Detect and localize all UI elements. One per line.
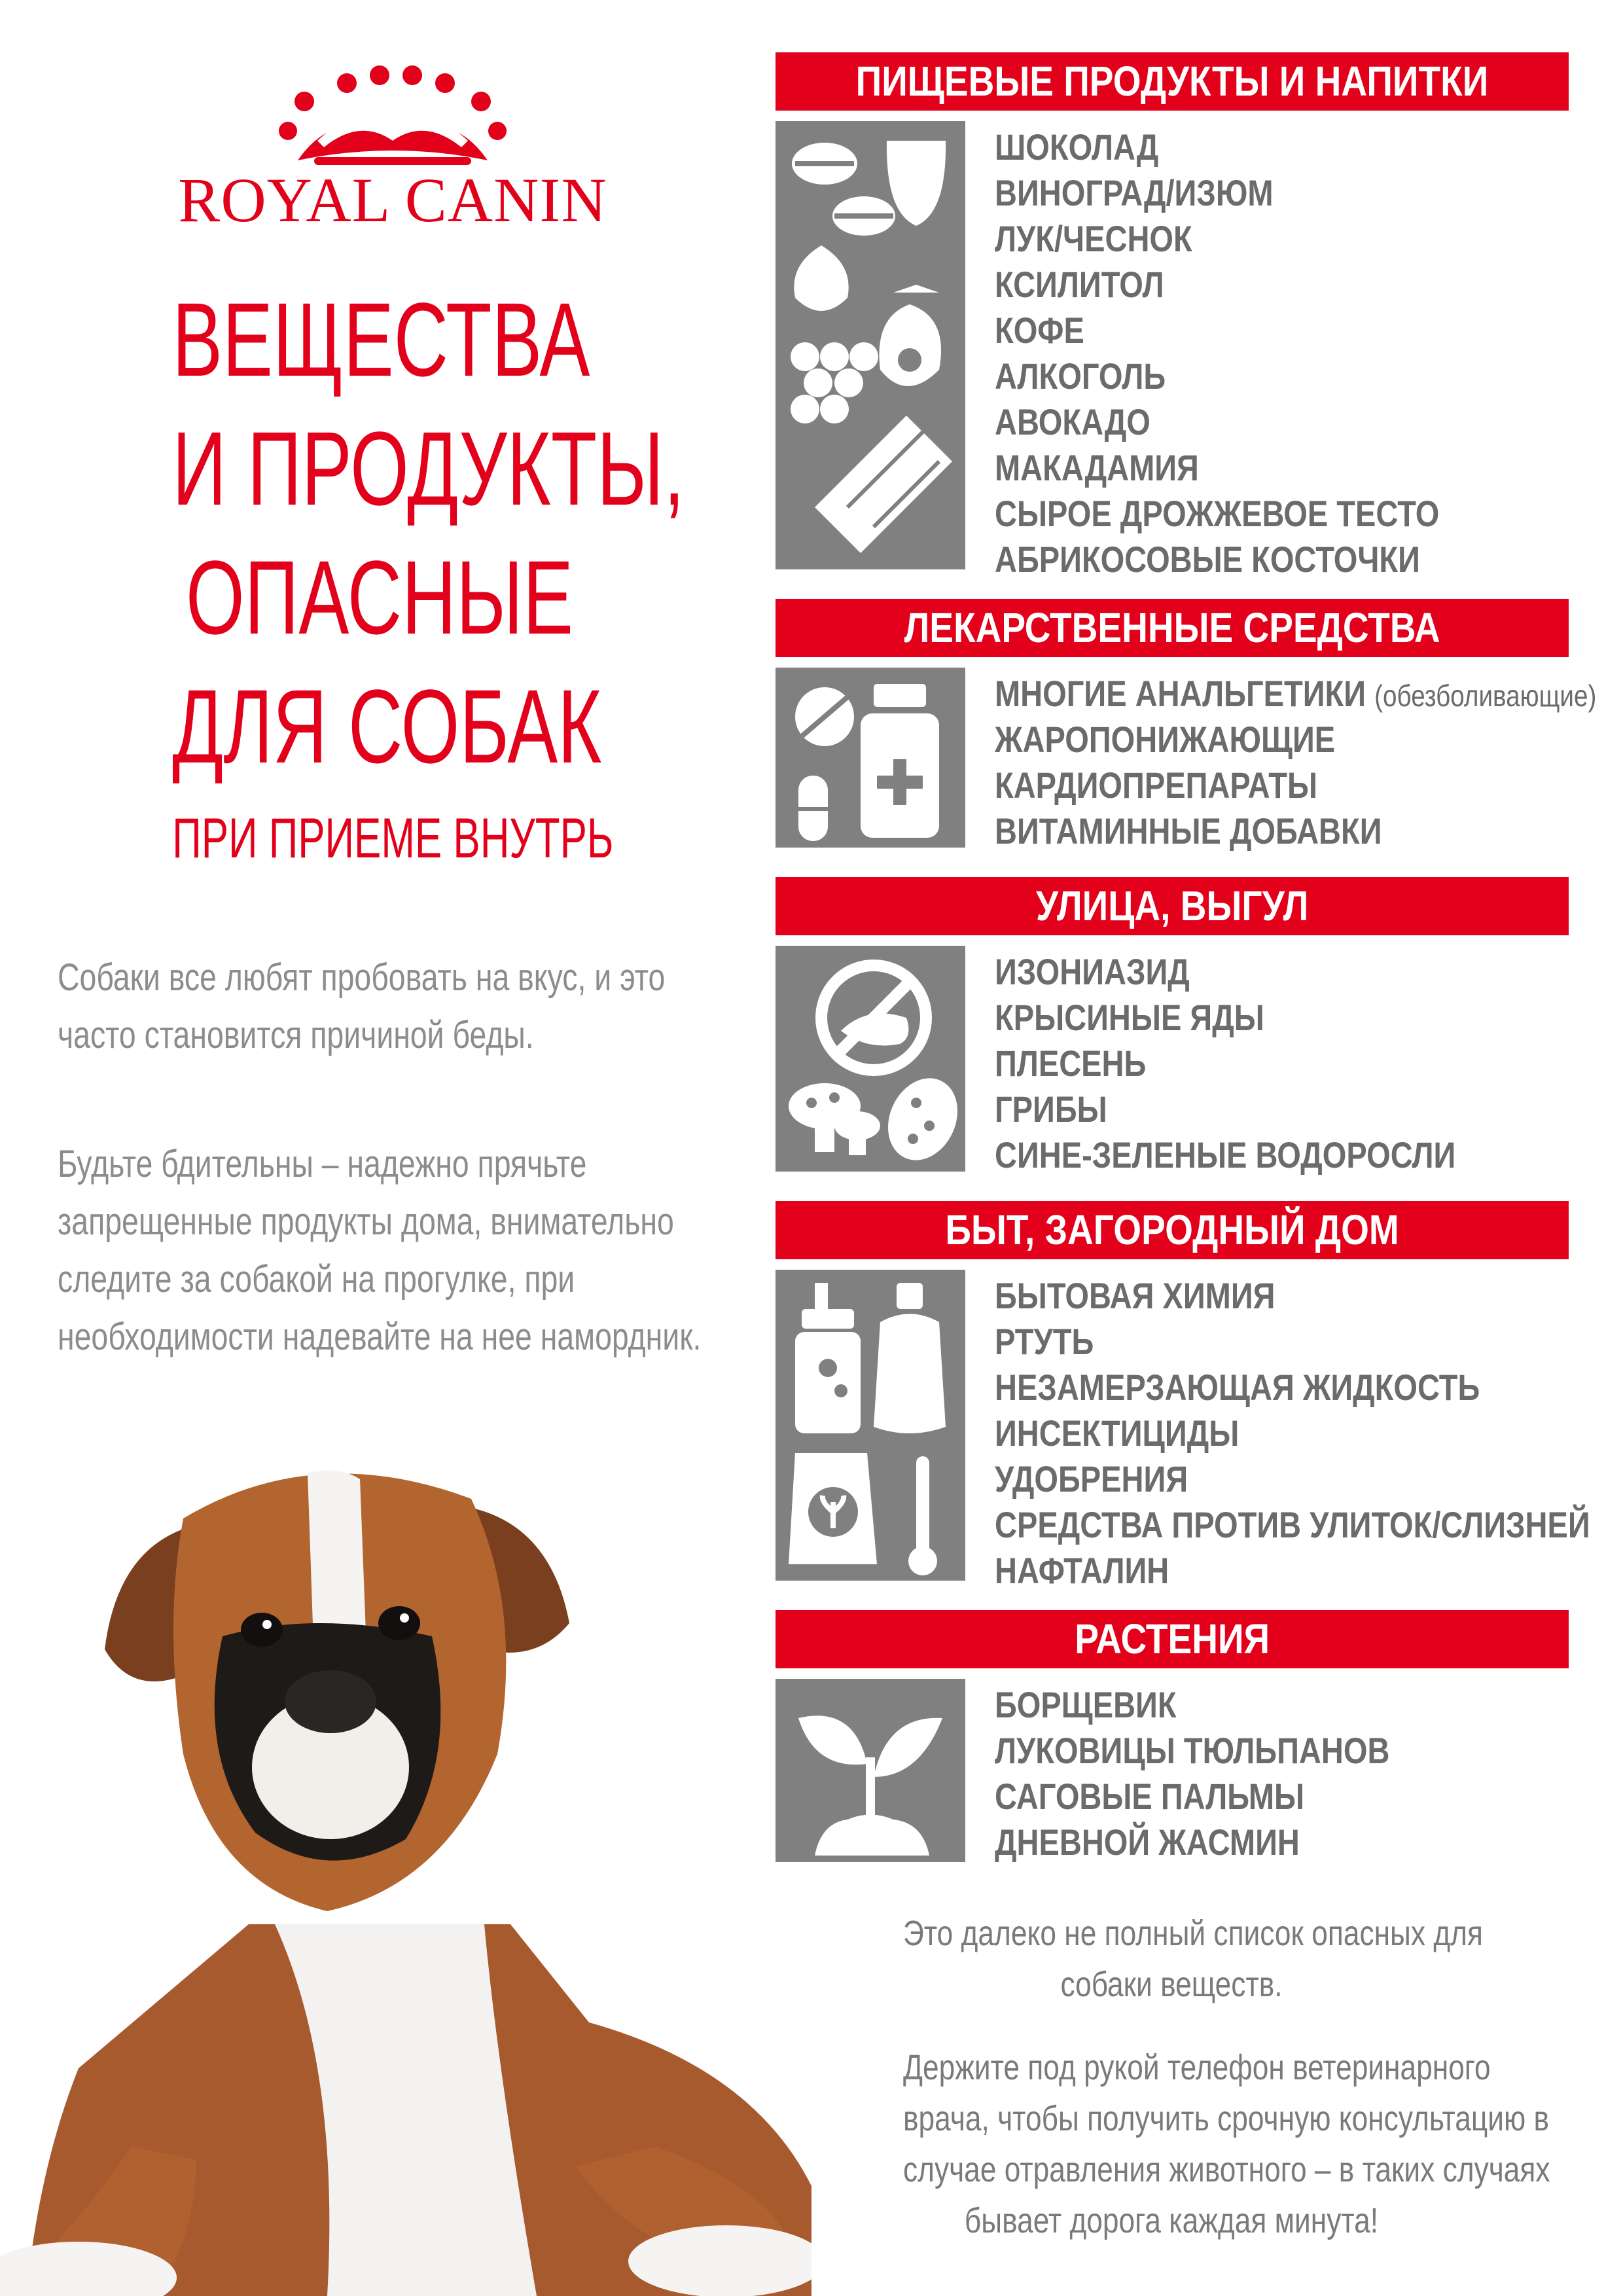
title-line: ОПАСНЫЕ: [186, 539, 573, 656]
section-title: УЛИЦА, ВЫГУЛ: [1035, 882, 1309, 929]
section-title: БЫТ, ЗАГОРОДНЫЙ ДОМ: [945, 1206, 1399, 1253]
footer-line: Это далеко не полный список опасных для: [903, 1914, 1483, 1953]
section-header-outdoor: [776, 877, 1569, 935]
footer-note: [844, 1908, 1499, 2010]
medicine-icons-graphic: [776, 668, 965, 848]
food-list: [995, 124, 1571, 583]
list-item-note: (обезболивающие): [1374, 679, 1597, 713]
intro-line: следите за собакой на прогулке, при: [58, 1258, 575, 1300]
list-item: КАРДИОПРЕПАРАТЫ: [995, 764, 1318, 806]
footer-line: бывает дорога каждая минута!: [964, 2201, 1379, 2240]
intro-line: часто становится причиной беды.: [58, 1014, 534, 1056]
section-header-medicine: [776, 599, 1569, 657]
intro-paragraph-2: [58, 1136, 702, 1366]
intro-line: необходимости надевайте на нее намордник.: [58, 1316, 702, 1358]
list-item: [995, 671, 1597, 717]
outdoor-icons: [776, 946, 965, 1172]
section-title: ПИЩЕВЫЕ ПРОДУКТЫ И НАПИТКИ: [855, 58, 1489, 105]
list-item: ГРИБЫ: [995, 1088, 1107, 1130]
medicine-list: [995, 671, 1597, 854]
page-title: [92, 275, 685, 874]
list-item: БЫТОВАЯ ХИМИЯ: [995, 1275, 1275, 1316]
list-item: СРЕДСТВА ПРОТИВ УЛИТОК/СЛИЗНЕЙ: [995, 1504, 1590, 1545]
footer-line: врача, чтобы получить срочную консультацию в: [903, 2099, 1549, 2138]
list-item: ЛУКОВИЦЫ ТЮЛЬПАНОВ: [995, 1730, 1390, 1771]
list-item: АБРИКОСОВЫЕ КОСТОЧКИ: [995, 539, 1420, 580]
list-item: АВОКАДО: [995, 401, 1150, 442]
plant-icon: [776, 1679, 965, 1862]
list-item: РТУТЬ: [995, 1321, 1094, 1362]
title-line: ДЛЯ СОБАК: [172, 668, 602, 785]
list-item: КОФЕ: [995, 310, 1084, 351]
outdoor-icons-graphic: [776, 946, 965, 1172]
list-item: САГОВЫЕ ПАЛЬМЫ: [995, 1776, 1305, 1817]
intro-paragraph-1: [58, 949, 666, 1064]
food-icons: [776, 121, 965, 569]
list-item: МАКАДАМИЯ: [995, 447, 1199, 488]
household-icons-graphic: [776, 1270, 965, 1581]
intro-line: Собаки все любят пробовать на вкус, и это: [58, 956, 666, 999]
section-title: ЛЕКАРСТВЕННЫЕ СРЕДСТВА: [904, 604, 1440, 651]
plant-icon-graphic: [776, 1679, 965, 1862]
title-line: И ПРОДУКТЫ,: [172, 410, 685, 527]
boxer-puppy-photo: [0, 1414, 812, 2296]
list-item: СЫРОЕ ДРОЖЖЕВОЕ ТЕСТО: [995, 493, 1440, 534]
list-item: ШОКОЛАД: [995, 126, 1159, 168]
section-header-household: [776, 1201, 1569, 1259]
section-title: РАСТЕНИЯ: [1075, 1615, 1270, 1662]
footer-line: собаки веществ.: [1060, 1965, 1283, 2004]
list-item: НЕЗАМЕРЗАЮЩАЯ ЖИДКОСТЬ: [995, 1367, 1480, 1408]
list-item: ПЛЕСЕНЬ: [995, 1043, 1147, 1084]
section-header-food: [776, 52, 1569, 111]
list-item: ДНЕВНОЙ ЖАСМИН: [995, 1821, 1300, 1863]
list-item: АЛКОГОЛЬ: [995, 355, 1166, 397]
title-line: ВЕЩЕСТВА: [172, 281, 590, 398]
footer-line: случае отравления животного – в таких случаях: [903, 2150, 1550, 2189]
intro-line: Будьте бдительны – надежно прячьте: [58, 1143, 587, 1185]
household-icons: [776, 1270, 965, 1581]
outdoor-list: [995, 949, 1571, 1178]
list-item: УДОБРЕНИЯ: [995, 1458, 1188, 1499]
list-item: КСИЛИТОЛ: [995, 264, 1164, 305]
page-subtitle: ПРИ ПРИЕМЕ ВНУТРЬ: [172, 807, 614, 870]
list-item: ИЗОНИАЗИД: [995, 951, 1190, 992]
footer-line: Держите под рукой телефон ветеринарного: [903, 2048, 1491, 2087]
list-item-text: МНОГИЕ АНАЛЬГЕТИКИ: [995, 673, 1366, 714]
list-item: ЖАРОПОНИЖАЮЩИЕ: [995, 719, 1336, 760]
plants-list: [995, 1682, 1571, 1865]
list-item: ИНСЕКТИЦИДЫ: [995, 1412, 1240, 1454]
list-item: БОРЩЕВИК: [995, 1684, 1177, 1725]
list-item: КРЫСИНЫЕ ЯДЫ: [995, 997, 1264, 1038]
food-icons-graphic: [776, 121, 965, 569]
footer-advice: [844, 2042, 1550, 2246]
intro-line: запрещенные продукты дома, внимательно: [58, 1200, 674, 1243]
brand-name: ROYAL CANIN: [178, 165, 607, 235]
list-item: СИНЕ-ЗЕЛЕНЫЕ ВОДОРОСЛИ: [995, 1134, 1456, 1175]
list-item: ВИТАМИННЫЕ ДОБАВКИ: [995, 810, 1382, 852]
list-item: ЛУК/ЧЕСНОК: [995, 218, 1192, 259]
section-header-plants: [776, 1610, 1569, 1668]
household-list: [995, 1273, 1590, 1594]
list-item: НАФТАЛИН: [995, 1550, 1169, 1591]
medicine-icons: [776, 668, 965, 848]
list-item: ВИНОГРАД/ИЗЮМ: [995, 172, 1274, 213]
